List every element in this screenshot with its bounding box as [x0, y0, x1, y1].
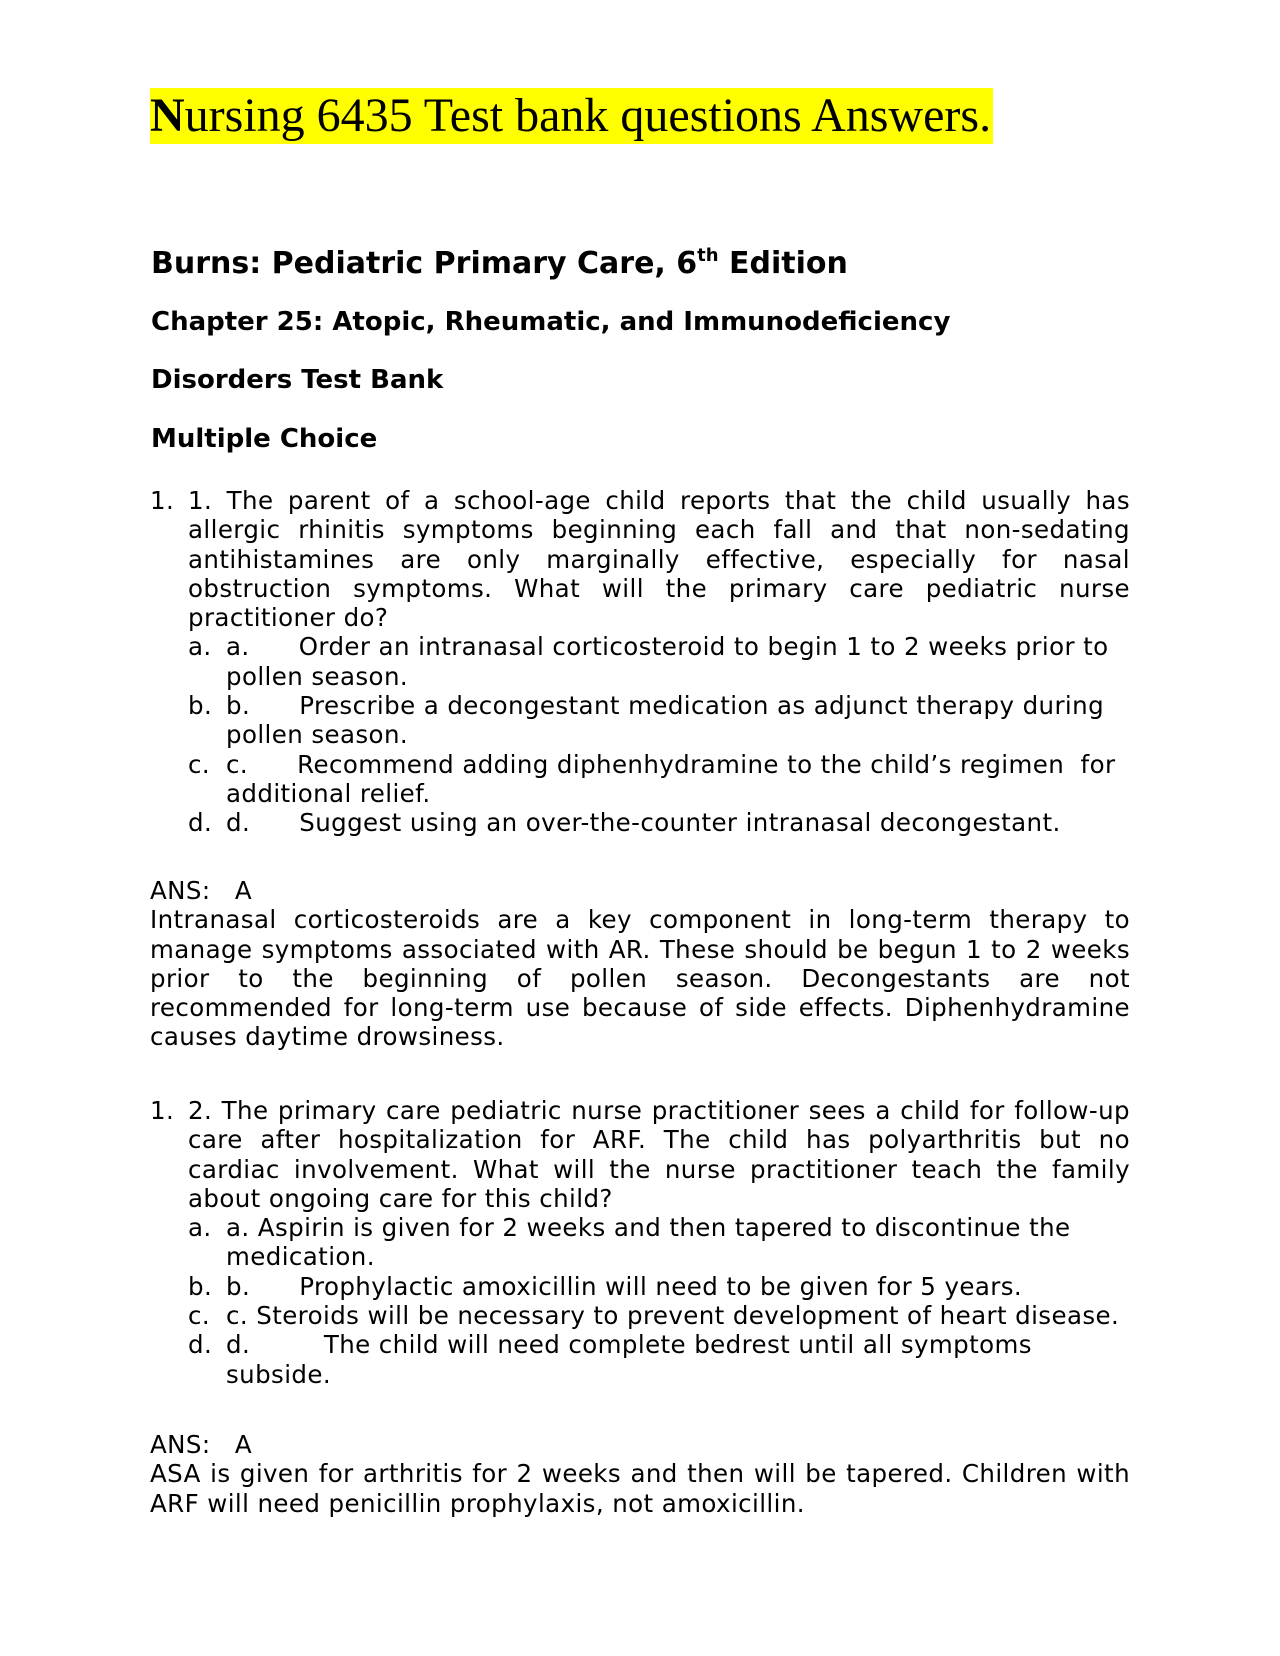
option-text: a. Order an intranasal corticosteroid to begin 1 to 2 weeks prior to pollen season. [226, 632, 1109, 691]
option-a [150, 632, 1130, 691]
list-number: 1. [150, 486, 175, 515]
option-b [150, 1272, 1130, 1301]
list-number: 1. [150, 1096, 175, 1125]
option-text: b. Prophylactic amoxicillin will need to be given for 5 years. [226, 1271, 1023, 1301]
option-text: c. Steroids will be necessary to prevent development of heart disease. [226, 1301, 1120, 1331]
title-first-letter: N [150, 89, 185, 142]
book-heading-superscript: th [697, 245, 719, 266]
answer-label: ANS: A [150, 1430, 253, 1459]
option-b [150, 691, 1130, 750]
option-marker: c. [188, 1301, 211, 1331]
option-marker: d. [188, 1330, 213, 1360]
option-marker: a. [188, 1213, 212, 1243]
option-text: a. Aspirin is given for 2 weeks and then tapered to discontinue the medication. [226, 1213, 1071, 1272]
question-text: 2. The primary care pediatric nurse practitioner sees a child for follow-up care after hospitalization for ARF. The child has polyarthritis but no cardiac involvement. What will the nurse practitioner teach the family about ongoing care for this child? [188, 1096, 1130, 1213]
option-marker: b. [188, 691, 213, 721]
option-d [150, 1330, 1130, 1389]
option-marker: a. [188, 632, 212, 662]
answer-1 [150, 876, 1130, 1052]
answer-explanation: ASA is given for arthritis for 2 weeks and then will be tapered. Children with ARF will need penicillin prophylaxis, not amoxicillin. [150, 1459, 1130, 1518]
book-heading [151, 246, 848, 282]
title-rest: ursing 6435 Test bank questions Answers. [184, 89, 992, 142]
option-marker: c. [188, 749, 211, 779]
book-heading-prefix: Burns: Pediatric Primary Care, 6 [151, 246, 698, 281]
answer-explanation: Intranasal corticosteroids are a key component in long-term therapy to manage symptoms associated with AR. These should be begun 1 to 2 weeks prior to the beginning of pollen season. Decongestants are not recommended for long-term use because of side effects. Diphenhydramine causes daytime drowsiness. [150, 905, 1130, 1052]
option-c [150, 1301, 1130, 1330]
option-a [150, 1213, 1130, 1272]
question-stem [150, 486, 1130, 632]
question-2 [150, 1096, 1130, 1389]
option-c [150, 750, 1130, 809]
chapter-heading-line1: Chapter 25: Atopic, Rheumatic, and Immunodeficiency [151, 307, 951, 337]
option-text: d. Suggest using an over-the-counter intranasal decongestant. [226, 808, 1061, 838]
option-text: d. The child will need complete bedrest until all symptoms subside. [226, 1330, 1032, 1389]
option-list [150, 1213, 1130, 1389]
question-1 [150, 486, 1130, 838]
document-title [150, 88, 993, 144]
answer-label: ANS: A [150, 876, 253, 905]
option-list [150, 632, 1130, 837]
book-heading-suffix: Edition [718, 246, 848, 281]
option-d [150, 808, 1130, 837]
question-stem [150, 1096, 1130, 1213]
answer-2 [150, 1430, 1130, 1518]
chapter-heading-line2: Disorders Test Bank [151, 365, 444, 395]
section-heading: Multiple Choice [151, 424, 378, 454]
question-text: 1. The parent of a school-age child reports that the child usually has allergic rhinitis symptoms beginning each fall and that non-sedating antihistamines are only marginally effective, especially for nasal obstruction symptoms. What will the primary care pediatric nurse practitioner do? [188, 486, 1130, 633]
option-marker: d. [188, 808, 213, 838]
option-text: b. Prescribe a decongestant medication as adjunct therapy during pollen season. [226, 691, 1105, 750]
option-text: c. Recommend adding diphenhydramine to the child’s regimen for additional relief. [226, 749, 1116, 808]
option-marker: b. [188, 1271, 213, 1301]
